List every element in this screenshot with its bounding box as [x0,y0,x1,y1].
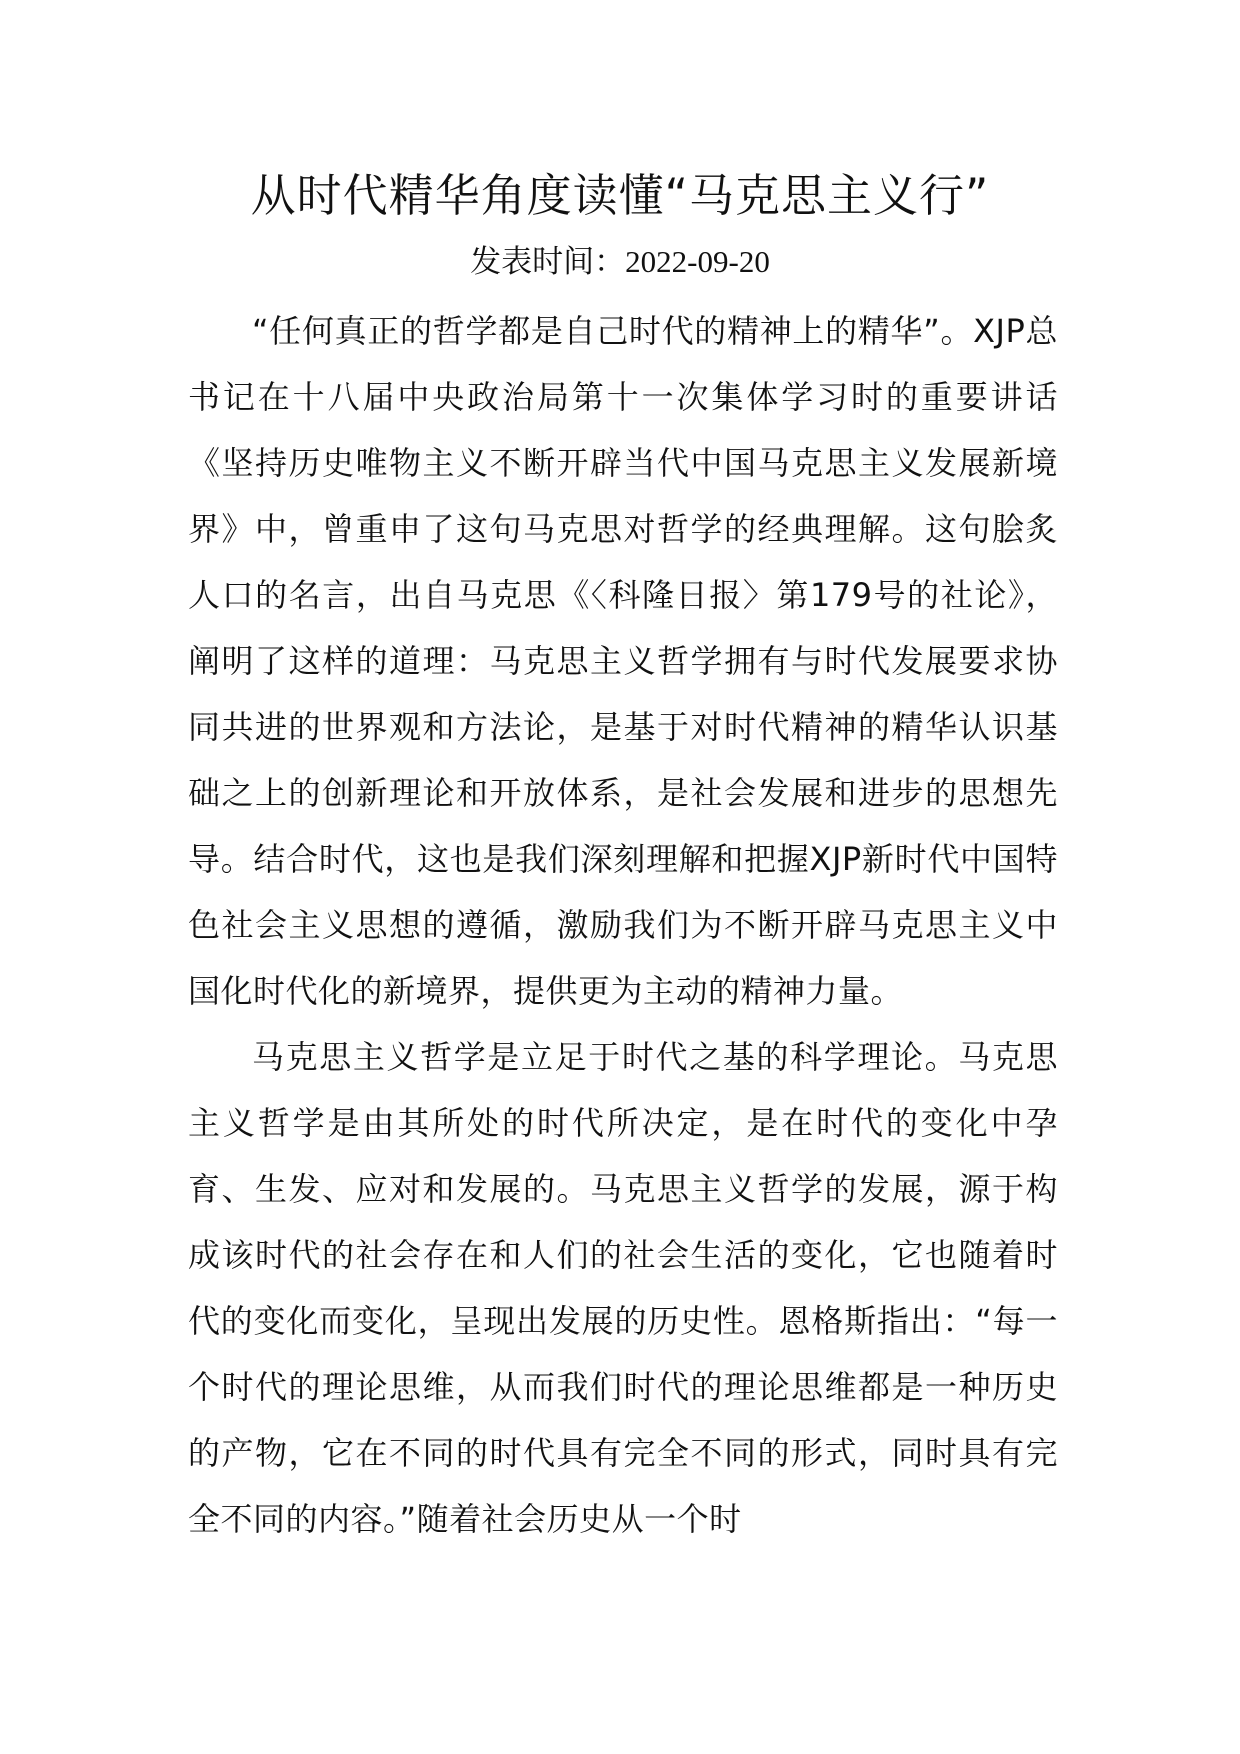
paragraph-2: 马克思主义哲学是立足于时代之基的科学理论。马克思主义哲学是由其所处的时代所决定，是在时代的变化中孕育、生发、应对和发展的。马克思主义哲学的发展，源于构成该时代的社会存在和人们的社会生活的变化，它也随着时代的变化而变化，呈现出发展的历史性。恩格斯指出：“每一个时代的理论思维，从而我们时代的理论思维都是一种历史的产物，它在不同的时代具有完全不同的形式，同时具有完全不同的内容。”随着社会历史从一个时 [188,1038,1058,1538]
publish-date: 发表时间：2022-09-20 [470,244,770,279]
paragraph-1: “任何真正的哲学都是自己时代的精神上的精华”。XJP总书记在十八届中央政治局第十一次集体学习时的重要讲话《坚持历史唯物主义不断开辟当代中国马克思主义发展新境界》中，曾重申了这句马克思对哲学的经典理解。这句脍炙人口的名言，出自马克思《〈科隆日报〉第179号的社论》，阐明了这样的道理：马克思主义哲学拥有与时代发展要求协同共进的世界观和方法论，是基于对时代精神的精华认识基础之上的创新理论和开放体系，是社会发展和进步的思想先导。结合时代，这也是我们深刻理解和把握XJP新时代中国特色社会主义思想的遵循，激励我们为不断开辟马克思主义中国化时代化的新境界，提供更为主动的精神力量。 [188,312,1058,1010]
document-body [188,298,1058,1552]
document-title: 从时代精华角度读懂“马克思主义行” [250,169,990,222]
